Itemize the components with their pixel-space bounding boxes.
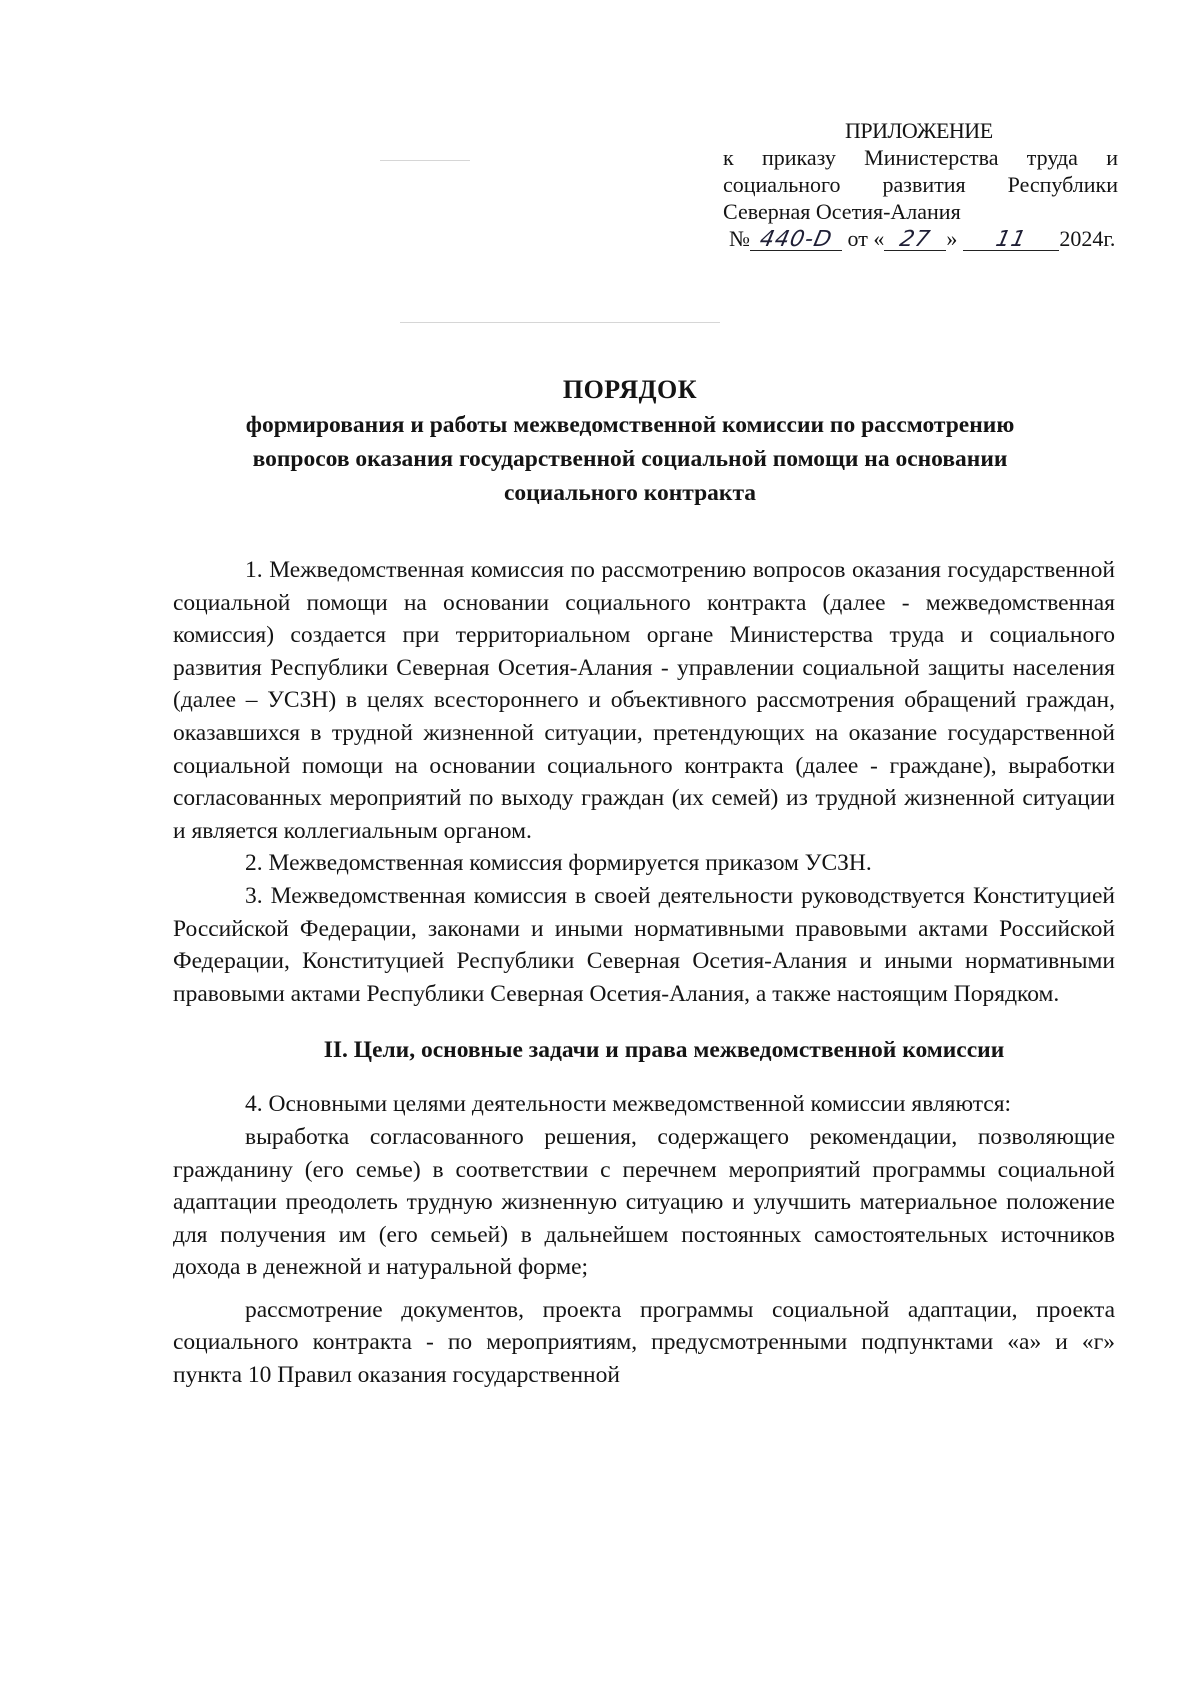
handwritten-month: 11 xyxy=(993,227,1030,252)
handwritten-order-number: 440-D xyxy=(757,227,835,252)
date-from-label: от « xyxy=(847,226,885,251)
paragraph-2: 2. Межведомственная комиссия формируется приказом УСЗН. xyxy=(245,850,872,877)
paragraph-4-goal-1: выработка согласованного решения, содержащего рекомендации, позволяющие гражданину (его семье) в соответствии с перечнем мероприятий программы социальной адаптации преодолеть трудную жизненную ситуацию и улучшить материальное положение для получения им (его семьей) в дальнейшем постоянных самостоятельных источников дохода в денежной и натуральной форме; xyxy=(173,1123,1115,1281)
title-line-2: вопросов оказания государственной социальной помощи на основании xyxy=(252,446,1008,472)
document-title xyxy=(150,372,1110,510)
paragraph-1: 1. Межведомственная комиссия по рассмотрению вопросов оказания государственной социальной помощи на основании социального контракта (далее - межведомственная комиссия) создается при территориальном органе Министерства труда и социального развития Республики Северная Осетия-Алания - управлении социальной защиты населения (далее – УСЗН) в целях всестороннего и объективного рассмотрения обращений граждан, оказавшихся в трудной жизненной ситуации, претендующих на оказание государственной социальной помощи на основании социального контракта (далее - граждане), выработки согласованных мероприятий по выходу граждан (их семей) из трудной жизненной ситуации и является коллегиальным органом. xyxy=(173,557,1115,844)
number-sign: № xyxy=(729,226,750,251)
paragraph-4-goal-2: рассмотрение документов, проекта программы социальной адаптации, проекта социального контракта - по мероприятиям, предусмотренными подпунктами «а» и «г» пункта 10 Правил оказания государственной xyxy=(173,1296,1115,1389)
appendix-line-3: Северная Осетия-Алания xyxy=(723,199,961,224)
appendix-heading: ПРИЛОЖЕНИЕ xyxy=(845,118,993,143)
paragraph-4: 4. Основными целями деятельности межведомственной комиссии являются: xyxy=(245,1091,1012,1118)
handwritten-day: 27 xyxy=(897,227,934,252)
order-day-field xyxy=(884,229,946,251)
section-2-title: II. Цели, основные задачи и права межведомственной комиссии xyxy=(323,1037,1005,1064)
order-number-field xyxy=(750,229,842,251)
title-line-3: социального контракта xyxy=(503,480,757,506)
order-number-line xyxy=(723,225,1118,252)
title-main: ПОРЯДОК xyxy=(562,375,698,404)
date-close-quote: » xyxy=(946,226,958,251)
document-body xyxy=(173,554,1115,1392)
paragraph-3: 3. Межведомственная комиссия в своей деятельности руководствуется Конституцией Российской Федерации, законами и иными нормативными правовыми актами Российской Федерации, Конституцией Республики Северная Осетия-Алания и иными нормативными правовыми актами Республики Северная Осетия-Алания, а также настоящим Порядком. xyxy=(173,882,1115,1007)
appendix-line-1: к приказу Министерства труда и xyxy=(723,145,1118,170)
scan-artifact xyxy=(400,322,720,323)
order-year: 2024г. xyxy=(1059,226,1116,251)
scan-artifact xyxy=(380,160,470,161)
appendix-line-2: социального развития Республики xyxy=(723,172,1118,197)
title-line-1: формирования и работы межведомственной комиссии по рассмотрению xyxy=(245,412,1015,438)
order-month-field xyxy=(963,229,1059,251)
appendix-block xyxy=(723,117,1118,252)
